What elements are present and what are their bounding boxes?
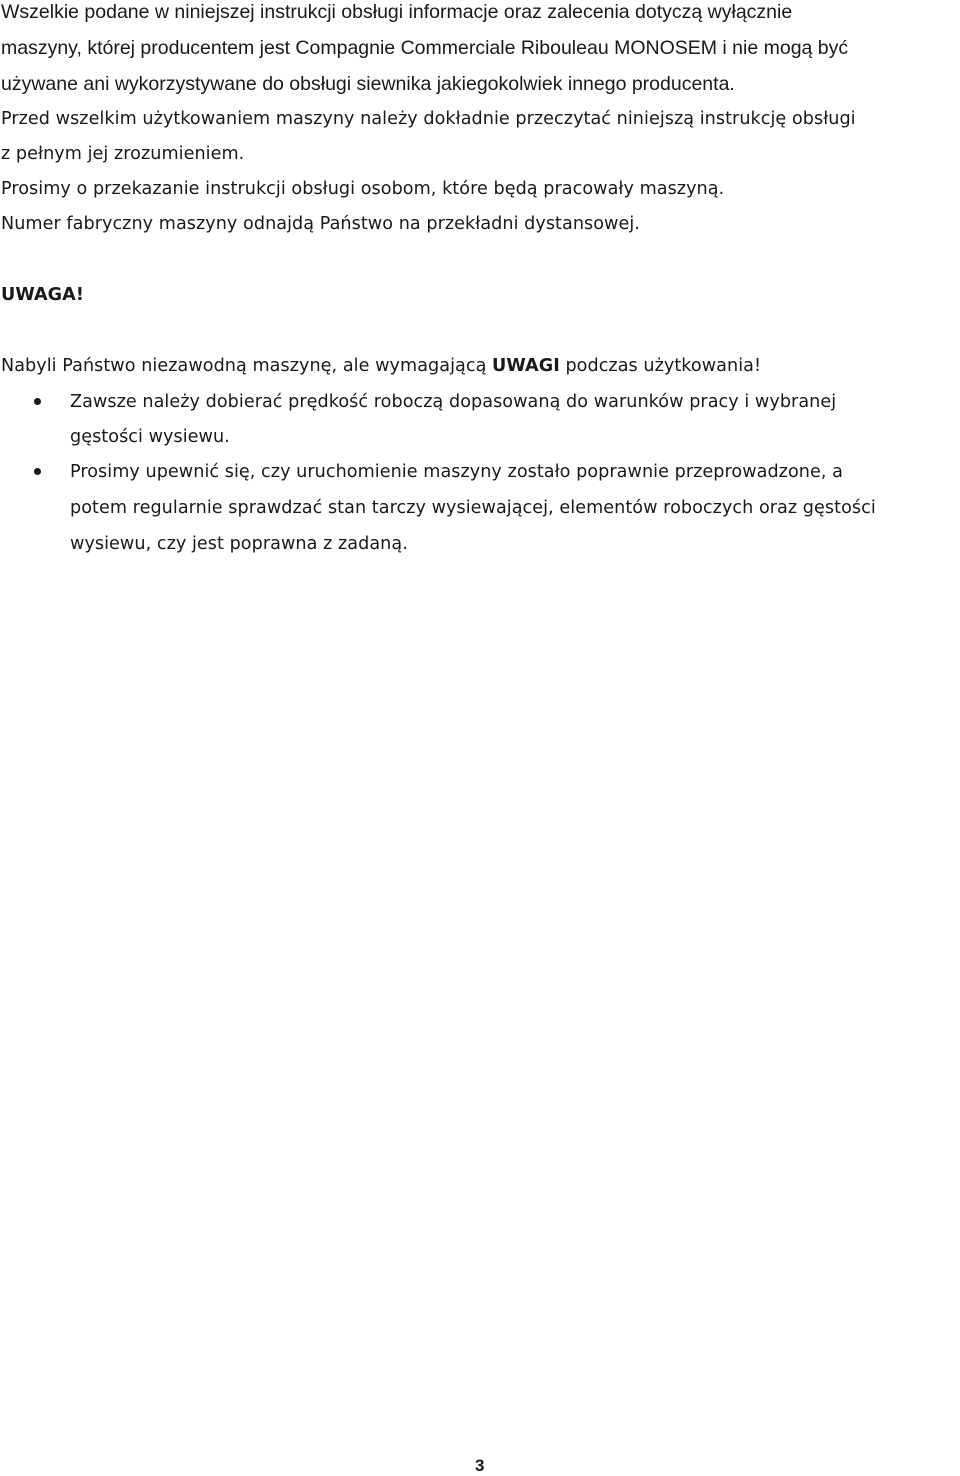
- paragraph-2-line-1: Przed wszelkim użytkowaniem maszyny należy dokładnie przeczytać niniejszą instrukcję obsługi: [1, 109, 856, 129]
- bullet-dot-icon: [34, 468, 41, 475]
- paragraph-2-line-3: Prosimy o przekazanie instrukcji obsługi osobom, które będą pracowały maszyną.: [1, 179, 725, 199]
- bullet-1-line-1: Zawsze należy dobierać prędkość roboczą dopasowaną do warunków pracy i wybranej: [70, 392, 837, 412]
- warning-intro-before: Nabyli Państwo niezawodną maszynę, ale wymagającą: [1, 356, 493, 376]
- bullet-dot-icon: [34, 398, 41, 405]
- warning-intro: [1, 354, 761, 378]
- bullet-2-line-3: wysiewu, czy jest poprawna z zadaną.: [70, 534, 408, 554]
- paragraph-2-line-2: z pełnym jej zrozumieniem.: [1, 144, 245, 164]
- warning-intro-after: podczas użytkowania!: [559, 356, 762, 376]
- page-number: 3: [475, 1456, 485, 1475]
- warning-intro-bold: UWAGI: [492, 356, 560, 376]
- paragraph-1-line-1: Wszelkie podane w niniejszej instrukcji obsługi informacje oraz zalecenia dotyczą wyłącznie: [1, 1, 793, 23]
- paragraph-1-line-2: maszyny, której producentem jest Compagnie Commerciale Ribouleau MONOSEM i nie mogą być: [1, 37, 849, 59]
- bullet-2-line-2: potem regularnie sprawdzać stan tarczy wysiewającej, elementów roboczych oraz gęstości: [70, 498, 876, 518]
- paragraph-2-line-4: Numer fabryczny maszyny odnajdą Państwo na przekładni dystansowej.: [1, 214, 640, 234]
- bullet-2-line-1: Prosimy upewnić się, czy uruchomienie maszyny zostało poprawnie przeprowadzone, a: [70, 462, 843, 482]
- bullet-1-line-2: gęstości wysiewu.: [70, 427, 230, 447]
- paragraph-1-line-3: używane ani wykorzystywane do obsługi siewnika jakiegokolwiek innego producenta.: [1, 73, 735, 95]
- warning-heading: UWAGA!: [1, 285, 84, 305]
